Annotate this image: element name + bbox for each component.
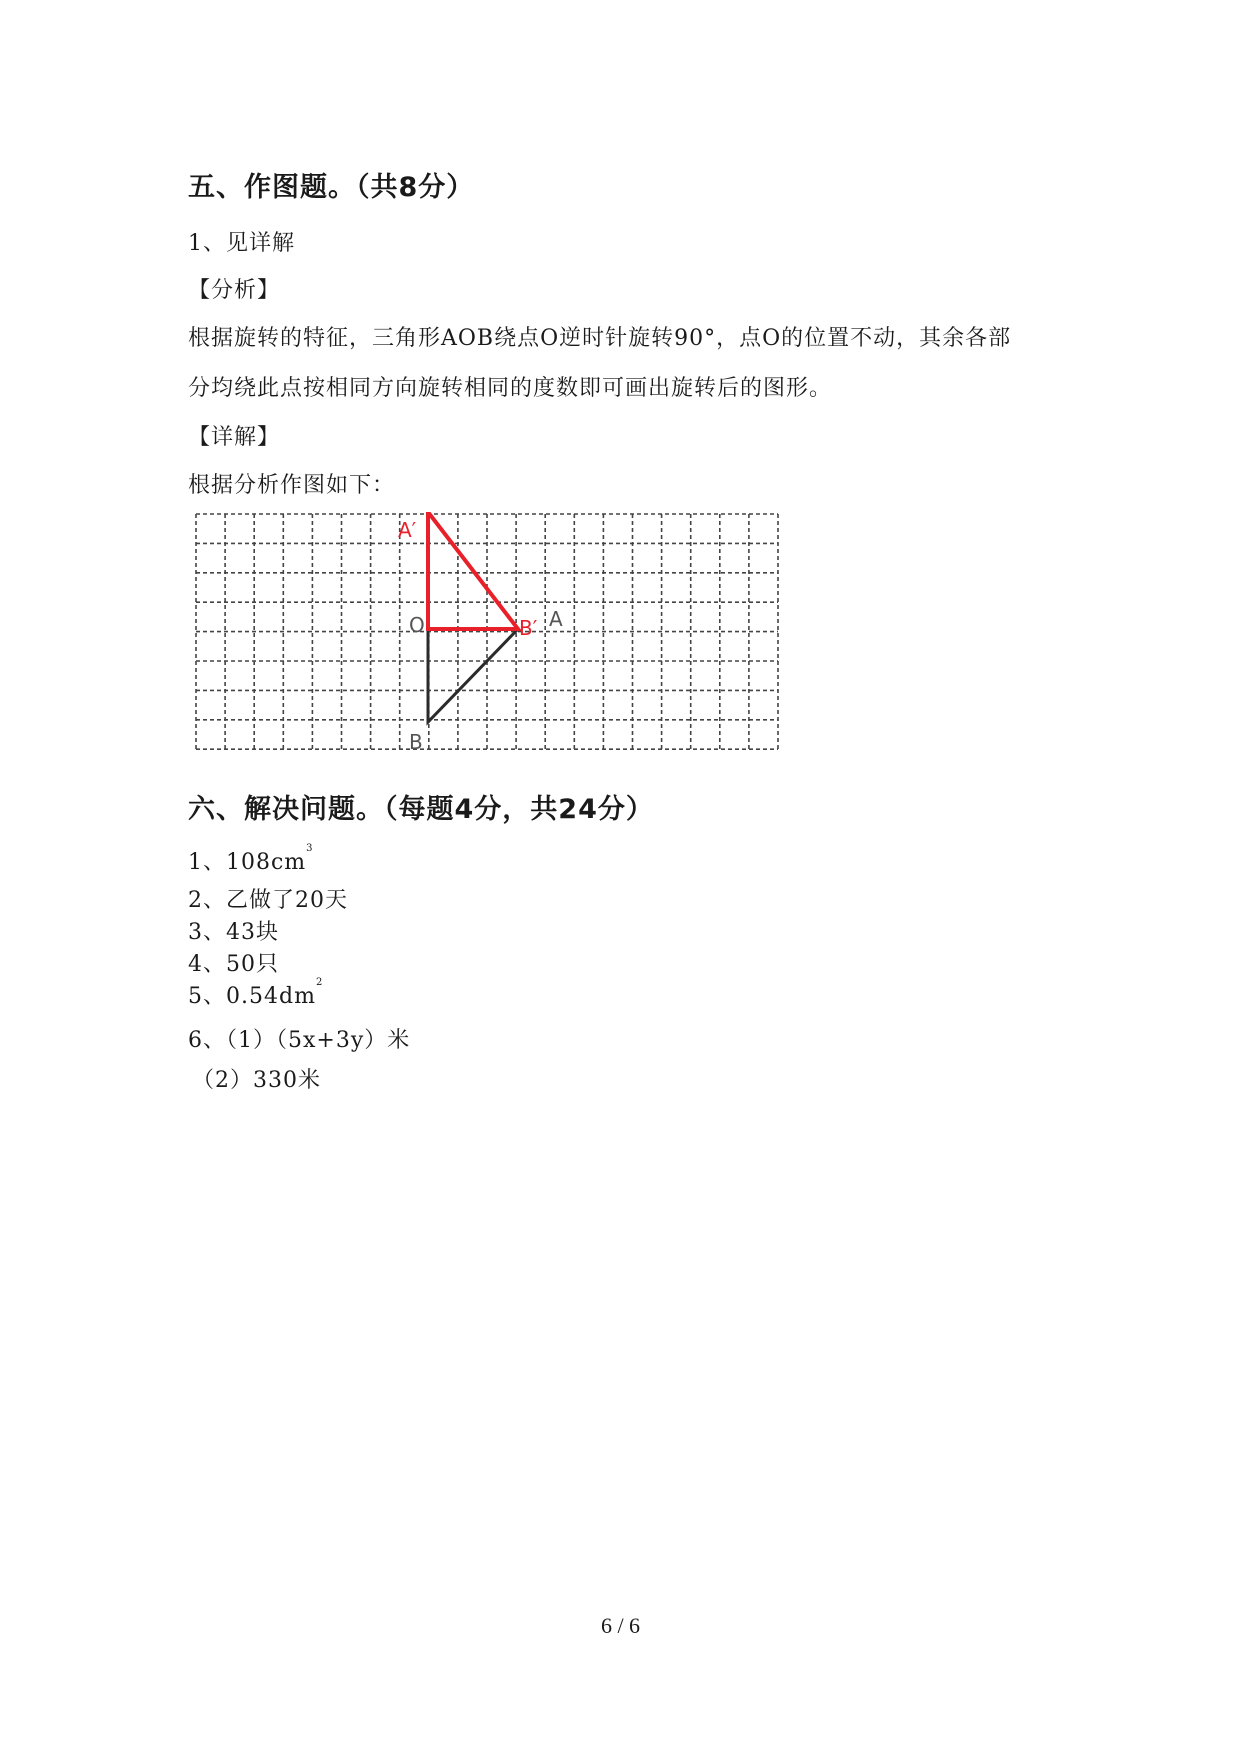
analysis-text-line-2: 分均绕此点按相同方向旋转相同的度数即可画出旋转后的图形。: [188, 376, 833, 401]
label-A: A: [549, 607, 563, 631]
detail-label: 【详解】: [188, 425, 281, 450]
solution-2: 2、乙做了20天: [188, 888, 348, 913]
answer-1: 1、见详解: [188, 231, 295, 256]
section-six-heading: 六、解决问题。（每题4分，共24分）: [188, 794, 654, 825]
section-five-heading: 五、作图题。（共8分）: [188, 172, 475, 203]
analysis-text-line-1: 根据旋转的特征，三角形AOB绕点O逆时针旋转90°，点O的位置不动，其余各部: [188, 326, 1012, 351]
solution-1-exponent: 3: [306, 843, 314, 854]
solution-3: 3、43块: [188, 920, 279, 945]
label-A-rotated: A′: [398, 518, 417, 542]
solution-1: [188, 845, 314, 876]
analysis-label: 【分析】: [188, 278, 281, 303]
rotation-grid-figure: [193, 512, 781, 754]
solution-6-part-2: （2）330米: [192, 1068, 321, 1093]
label-B: B: [409, 730, 423, 754]
solution-5-exponent: 2: [315, 977, 324, 988]
solution-4: 4、50只: [188, 952, 279, 977]
label-O: O: [409, 613, 425, 637]
detail-text: 根据分析作图如下：: [188, 473, 396, 498]
solution-6-part-1: 6、（1）（5x+3y）米: [188, 1028, 411, 1053]
dotted-grid: [196, 514, 778, 750]
solution-5-text: 5、0.54dm: [188, 984, 316, 1009]
label-B-rotated: B′: [519, 616, 538, 640]
rotated-triangle: [428, 512, 518, 629]
solution-1-text: 1、108cm: [188, 850, 307, 875]
solution-5: [188, 979, 323, 1010]
original-triangle: [428, 629, 518, 722]
page-number: 6 / 6: [600, 1613, 641, 1638]
